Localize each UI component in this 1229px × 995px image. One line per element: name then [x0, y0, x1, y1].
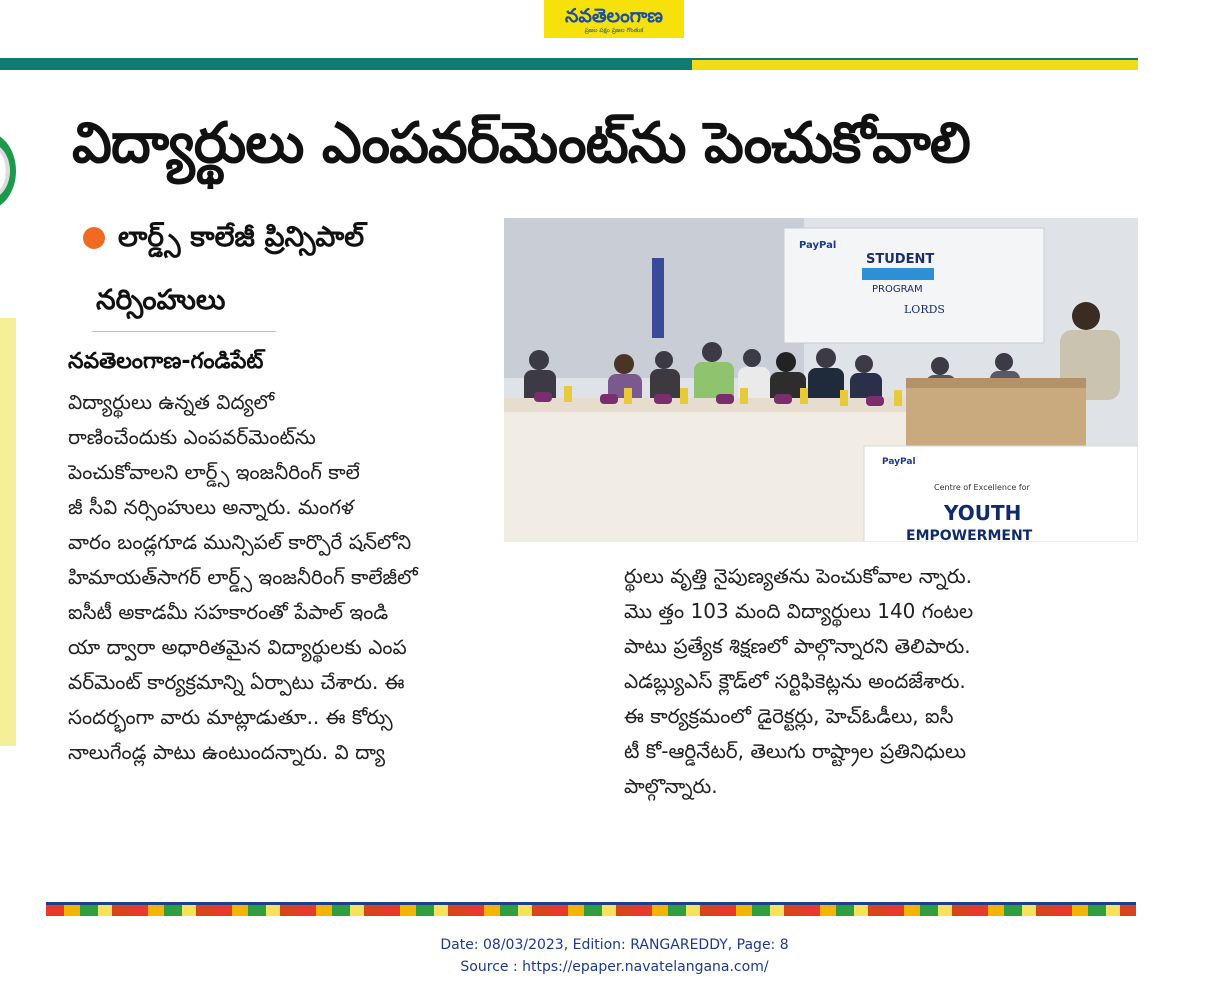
footer-date-edition: Date: 08/03/2023, Edition: RANGAREDDY, Page: 8: [440, 937, 789, 953]
text-line: ర్థులు వృత్తి నైపుణ్యతను పెంచుకోవాల న్నారు.: [624, 564, 972, 588]
banner-bottom-paypal-logo: PayPal: [882, 457, 916, 467]
text-line: టీ కో-ఆర్డినేటర్, తెలుగు రాష్ట్రాల ప్రతినిధులు: [624, 739, 967, 763]
subheading-line-2: నర్సింహులు: [96, 283, 226, 316]
decorative-bottom-strip: [46, 902, 1136, 916]
banner-youth-text: YOUTH: [944, 501, 1022, 525]
text-line: పాటు ప్రత్యేక శిక్షణలో పాల్గొన్నారని తెలిపారు.: [624, 634, 971, 658]
text-line: వర్‌మెంట్ కార్యక్రమాన్ని ఏర్పాటు చేశారు. ఈ: [68, 670, 405, 694]
text-line: రాణించేందుకు ఎంపవర్‌మెంట్‌ను: [68, 425, 316, 449]
banner-paypal-logo: PayPal: [799, 240, 837, 251]
text-line: విద్యార్థులు ఉన్నత విద్యలో: [68, 390, 275, 414]
bullet-dot-icon: [83, 227, 105, 249]
header-band-yellow: [692, 58, 1138, 70]
masthead-name: నవతెలంగాణ: [565, 4, 663, 27]
banner-student-text: STUDENT: [866, 252, 935, 267]
text-line: జీ సీవి నర్సింహులు అన్నారు. మంగళ: [68, 495, 354, 519]
text-line: సందర్భంగా వారు మాట్లాడుతూ.. ఈ కోర్సు: [68, 705, 393, 729]
text-line: యా ద్వారా అధారితమైన విద్యార్థులకు ఎంప: [68, 635, 407, 659]
text-line: ఎడబ్ల్యుఎస్ క్లౌడ్‌లో సర్టిఫికెట్లను అందజేశారు.: [624, 669, 966, 693]
banner-excellence-text: Centre of Excellence for: [934, 483, 1030, 492]
event-photo: [504, 218, 1138, 542]
article-headline: విద్యార్థులు ఎంపవర్‌మెంట్‌ను పెంచుకోవాలి: [72, 111, 970, 176]
text-line: నాలుగేండ్ల పాటు ఉంటుందన్నారు. వి ద్యా: [68, 740, 386, 764]
article-column-2: [624, 559, 1132, 804]
article-column-1: [68, 385, 576, 770]
newspaper-masthead-logo: [544, 0, 684, 38]
subheading-line-1: లార్డ్స్ కాలేజీ ప్రిన్సిపాల్: [118, 220, 365, 253]
article-dateline: నవతెలంగాణ-గండిపేట్: [68, 349, 264, 374]
text-line: ఐసీటీ అకాడమీ సహకారంతో పేపాల్ ఇండి: [68, 600, 389, 624]
masthead-tagline: ప్రజల పక్షం ప్రజల గొంతుక: [584, 26, 644, 34]
text-line: మొ త్తం 103 మంది విద్యార్థులు 140 గంటల: [624, 599, 974, 623]
header-band-teal: [0, 58, 692, 70]
page-footer: [0, 934, 1229, 978]
text-line: పాల్గొన్నారు.: [624, 774, 718, 798]
text-line: ఈ కార్యక్రమంలో డైరెక్టర్లు, హెచ్ఓడీలు, ఐసీ: [624, 704, 954, 728]
banner-college-text: LORDS: [904, 303, 945, 316]
text-line: పెంచుకోవాలని లార్డ్స్ ఇంజనీరింగ్ కాలే: [68, 460, 360, 484]
text-line: హిమాయత్‌సాగర్ లార్డ్స్ ఇంజనీరింగ్ కాలేజీలో: [68, 565, 418, 589]
subheading-divider: [92, 331, 276, 332]
banner-empowerment-text: EMPOWERMENT: [906, 528, 1033, 542]
decorative-side-bar: [0, 318, 16, 746]
text-line: వారం బండ్లగూడ మున్సిపల్ కార్పొరే షన్‌లోని: [68, 530, 412, 554]
banner-program-text: PROGRAM: [872, 284, 923, 295]
footer-source: Source : https://epaper.navatelangana.com/: [460, 959, 769, 975]
